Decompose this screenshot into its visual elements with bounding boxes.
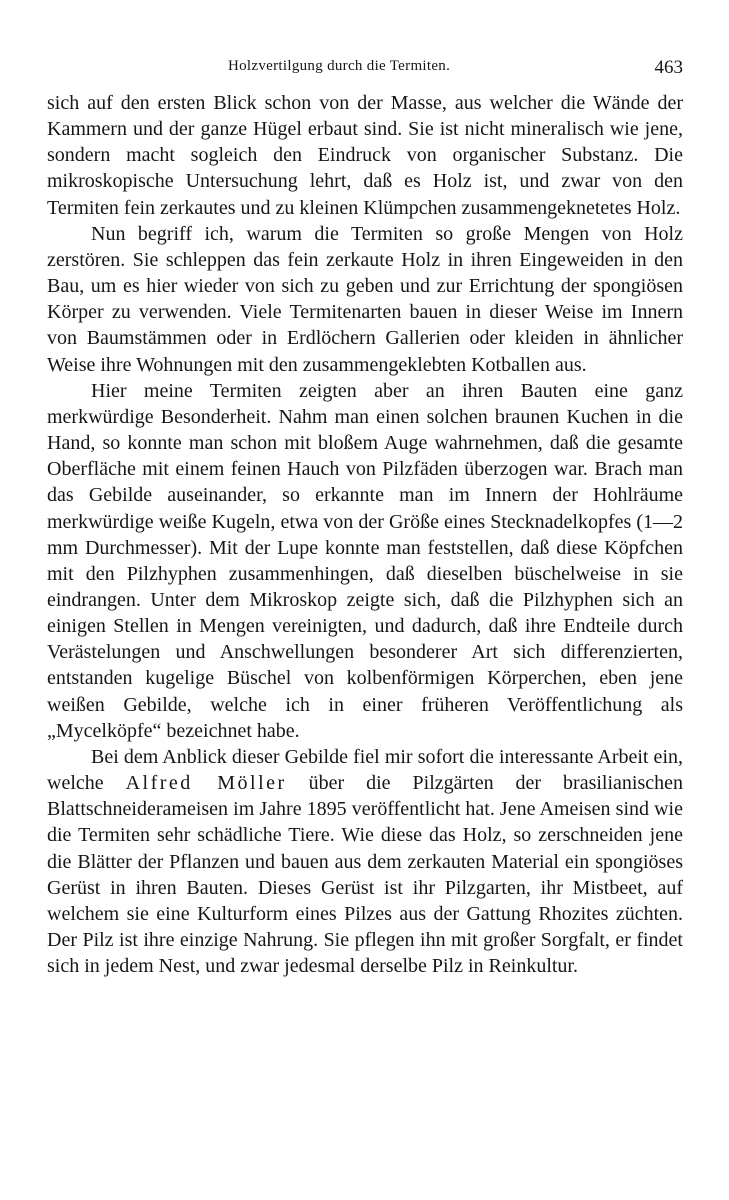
paragraph-4 (47, 744, 683, 979)
author-name: Alfred Möller (125, 772, 287, 795)
paragraph-2: Nun begriff ich, warum die Termiten so große Mengen von Holz zerstören. Sie schleppen das fein zerkaute Holz in ihren Eingeweiden in den Bau, um es hier wieder von sich zu geben und zur Errichtung der spongiösen Körper zu verwenden. Viele Termitenarten bauen in dieser Weise im Innern von Baumstämmen oder in Erdlöchern Gallerien oder kleiden in ähnlicher Weise ihre Wohnungen mit den zusammengeklebten Kotballen aus. (47, 222, 683, 376)
running-title: Holzvertilgung durch die Termiten. (228, 58, 451, 74)
paragraph-1: sich auf den ersten Blick schon von der Masse, aus welcher die Wände der Kammern und der ganze Hügel erbaut sind. Sie ist nicht mineralisch wie jene, sondern macht sogleich den Eindruck von organischer Substanz. Die mikroskopische Untersuchung lehrt, daß es Holz ist, und zwar von den Termiten fein zerkautes und zu kleinen Klümpchen zusammengeknetetes Holz. (47, 92, 683, 219)
page-number: 463 (654, 57, 683, 78)
paragraph-4-end: über die Pilzgärten der brasilianischen Blattschneiderameisen im Jahre 1895 veröffentlicht hat. Jene Ameisen sind wie die Termiten sehr schädliche Tiere. Wie diese das Holz, so zerschneiden jene die Blätter der Pflanzen und bauen aus dem zerkauten Material ein spongiöses Gerüst in ihren Bauten. Dieses Gerüst ist ihr Pilzgarten, ihr Mistbeet, auf welchem sie eine Kulturform eines Pilzes aus der Gattung Rhozites züchten. Der Pilz ist ihre einzige Nahrung. Sie pflegen ihn mit großer Sorgfalt, er findet sich in jedem Nest, und zwar jedesmal derselbe Pilz in Reinkultur. (47, 772, 683, 978)
paragraph-3: Hier meine Termiten zeigten aber an ihren Bauten eine ganz merkwürdige Besonderheit. Nahm man einen solchen braunen Kuchen in die Hand, so konnte man schon mit bloßem Auge wahrnehmen, daß die gesamte Oberfläche mit einem feinen Hauch von Pilzfäden überzogen war. Brach man das Gebilde auseinander, so erkannte man im Innern der Hohlräume merkwürdige weiße Kugeln, etwa von der Größe eines Stecknadelkopfes (1—2 mm Durchmesser). Mit der Lupe konnte man feststellen, daß diese Köpfchen mit den Pilzhyphen zusammenhingen, daß dieselben büschelweise in sie eindrangen. Unter dem Mikroskop zeigte sich, daß die Pilzhyphen sich an einigen Stellen in Mengen vereinigten, und dadurch, daß ihre Endteile durch Verästelungen und Anschwellungen besonderer Art sich differenzierten, entstanden kugelige Büschel von kolbenförmigen Körperchen, eben jene weißen Gebilde, welche ich in einer früheren Veröffentlichung als „Mycelköpfe“ bezeichnet habe. (47, 379, 683, 742)
body-text (47, 90, 683, 979)
paragraph-4-start: Bei dem Anblick dieser Gebilde fiel mir sofort die interessante Arbeit ein, welche (47, 745, 683, 795)
